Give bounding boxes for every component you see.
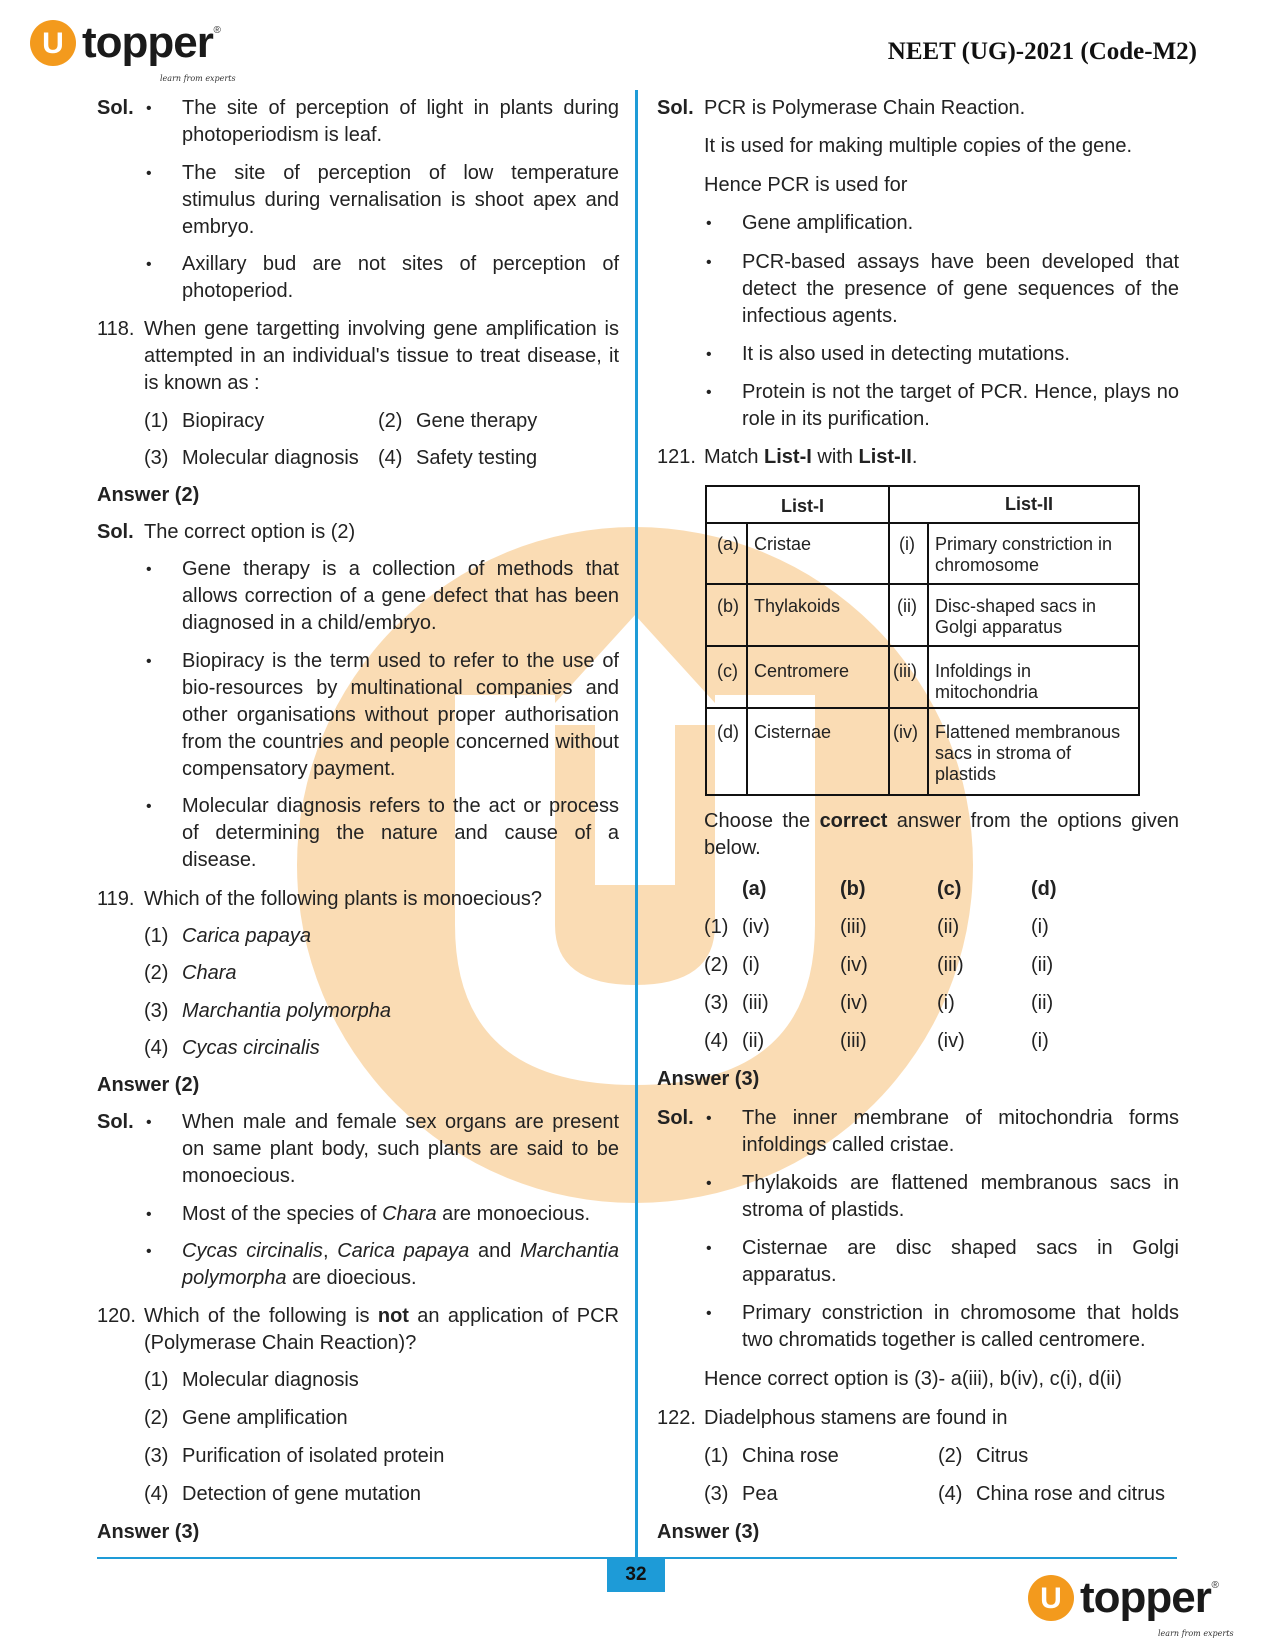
answer-label: Answer (2) (97, 484, 200, 506)
option-value[interactable]: (iv) (840, 954, 868, 976)
table-row-key: (c) (717, 661, 738, 681)
match-table (705, 485, 1140, 796)
table-cell-list-ii: Disc-shaped sacs in (935, 596, 1097, 616)
option-column-header: (d) (1031, 878, 1057, 900)
option-text[interactable]: Safety testing (416, 447, 538, 469)
sol-bullet: • Biopiracy is the term used to refer to the use of bio-resources by multinational companies and other organisations without proper authorisation from the countries and people concerned without compensatory payment. (182, 648, 619, 783)
table-cell-list-ii: plastids (935, 764, 997, 784)
sol-bullet: • The site of perception of low temperature stimulus during vernalisation is shoot apex and embryo. (182, 160, 619, 241)
question-number: 118. (97, 318, 135, 340)
option-number: (4) (144, 1037, 169, 1059)
question-text: Diadelphous stamens are found in (704, 1407, 1008, 1429)
option-text[interactable]: Molecular diagnosis (182, 447, 359, 469)
question-text: Match List-I with List-II. (704, 446, 918, 468)
option-value[interactable]: (i) (1031, 1030, 1049, 1052)
sol-label: Sol. (97, 521, 134, 543)
sol-text: The correct option is (2) (144, 521, 356, 543)
question-number: 119. (97, 888, 135, 910)
option-value[interactable]: (ii) (742, 1030, 765, 1052)
option-text[interactable]: Molecular diagnosis (182, 1369, 359, 1391)
option-number: (3) (144, 447, 169, 469)
table-row-key: (b) (717, 596, 739, 616)
option-number: (2) (144, 962, 169, 984)
option-value[interactable]: (ii) (1031, 954, 1054, 976)
option-column-header: (a) (742, 878, 767, 900)
sol-bullet: • The site of perception of light in plants during photoperiodism is leaf. (182, 95, 619, 149)
sol-conclusion: Hence correct option is (3)- a(iii), b(iv), c(i), d(ii) (704, 1368, 1122, 1390)
instruction-text: Choose the correct answer from the options given below. (704, 810, 1179, 859)
table-cell-list-i: Thylakoids (754, 596, 841, 616)
sol-bullet: • Thylakoids are flattened membranous sacs in stroma of plastids. (742, 1170, 1179, 1224)
option-text[interactable]: Chara (182, 962, 237, 984)
option-value[interactable]: (iii) (742, 992, 769, 1014)
question-number: 122. (657, 1407, 696, 1429)
sol-bullet: • Gene amplification. (742, 210, 913, 237)
option-column-header: (c) (937, 878, 962, 900)
table-row-key: (iii) (893, 661, 917, 681)
sol-bullet: • Molecular diagnosis refers to the act or process of determining the nature and cause of a disease. (182, 793, 619, 874)
option-value[interactable]: (iv) (742, 916, 770, 938)
sol-text: Hence PCR is used for (704, 174, 908, 196)
option-number: (4) (938, 1483, 963, 1505)
table-cell-list-ii: mitochondria (935, 682, 1039, 702)
option-text[interactable]: Detection of gene mutation (182, 1483, 422, 1505)
option-text[interactable]: Biopiracy (182, 410, 265, 432)
table-cell-list-ii: Flattened membranous (935, 722, 1121, 742)
table-cell-list-ii: Infoldings in (935, 661, 1032, 681)
sol-label: Sol. (97, 1111, 134, 1133)
logo-wordmark: topper (1080, 1573, 1211, 1622)
table-header-list-i: List-I (781, 496, 824, 516)
sol-bullet: • Axillary bud are not sites of perception of photoperiod. (182, 251, 619, 305)
table-cell-list-ii: Primary constriction in (935, 534, 1113, 554)
sol-text: PCR is Polymerase Chain Reaction. (704, 97, 1026, 119)
brand-logo-header[interactable] (30, 18, 236, 83)
option-value[interactable]: (iii) (840, 916, 867, 938)
answer-label: Answer (2) (97, 1074, 200, 1096)
table-cell-list-i: Cristae (754, 534, 812, 554)
sol-label: Sol. (657, 1107, 694, 1129)
table-cell-list-ii: chromosome (935, 555, 1040, 575)
sol-bullet: • Cisternae are disc shaped sacs in Golgi apparatus. (742, 1235, 1179, 1289)
option-value[interactable]: (iv) (840, 992, 868, 1014)
option-number: (3) (704, 992, 729, 1014)
table-row-key: (iv) (893, 722, 918, 742)
table-row-key: (a) (717, 534, 739, 554)
table-cell-list-ii: sacs in stroma of (935, 743, 1072, 763)
option-value[interactable]: (iii) (937, 954, 964, 976)
option-number: (2) (378, 410, 403, 432)
option-text[interactable]: Pea (742, 1483, 778, 1505)
option-value[interactable]: (iii) (840, 1030, 867, 1052)
table-cell-list-ii: Golgi apparatus (935, 617, 1063, 637)
answer-label: Answer (3) (657, 1068, 760, 1090)
option-text[interactable]: Marchantia polymorpha (182, 1000, 391, 1022)
option-value[interactable]: (ii) (1031, 992, 1054, 1014)
option-text[interactable]: Gene therapy (416, 410, 538, 432)
option-number: (4) (704, 1030, 729, 1052)
option-value[interactable]: (i) (742, 954, 760, 976)
logo-u-icon: U (1028, 1575, 1074, 1621)
table-row-key: (ii) (897, 596, 917, 616)
logo-registered-mark: ® (213, 25, 221, 36)
option-value[interactable]: (ii) (937, 916, 960, 938)
sol-bullet: • It is also used in detecting mutations. (742, 341, 1070, 368)
option-number: (2) (704, 954, 729, 976)
option-number: (1) (704, 916, 729, 938)
question-text: Which of the following plants is monoecious? (144, 888, 542, 910)
table-header-list-ii: List-II (1005, 494, 1053, 514)
option-number: (1) (704, 1445, 729, 1467)
sol-bullet: • PCR-based assays have been developed that detect the presence of gene sequences of the infectious agents. (742, 249, 1179, 330)
page-number: 32 (607, 1558, 665, 1592)
question-text: When gene targetting involving gene amplification is attempted in an individual's tissue to treat disease, it is known as : (144, 318, 619, 394)
sol-bullet: • Most of the species of Chara are monoecious. (182, 1201, 590, 1228)
sol-bullet: • Cycas circinalis, Carica papaya and Marchantia polymorpha are dioecious. (182, 1238, 619, 1292)
sol-bullet: • Gene therapy is a collection of methods that allows correction of a gene defect that has been diagnosed in a child/embryo. (182, 556, 619, 637)
option-number: (1) (144, 925, 169, 947)
logo-tagline: learn from experts (160, 74, 236, 83)
sol-bullet: • When male and female sex organs are present on same plant body, such plants are said to be monoecious. (182, 1109, 619, 1190)
sol-bullet: • Protein is not the target of PCR. Hence, plays no role in its purification. (742, 379, 1179, 433)
option-text[interactable]: Purification of isolated protein (182, 1445, 445, 1467)
sol-label: Sol. (657, 97, 694, 119)
sol-label: Sol. (97, 97, 134, 119)
table-cell-list-i: Centromere (754, 661, 850, 681)
logo-wordmark: topper (82, 18, 213, 67)
option-number: (2) (938, 1445, 963, 1467)
option-value[interactable]: (i) (1031, 916, 1049, 938)
option-value[interactable]: (iv) (937, 1030, 965, 1052)
option-text[interactable]: Citrus (976, 1445, 1029, 1467)
option-number: (2) (144, 1407, 169, 1429)
option-text[interactable]: Cycas circinalis (182, 1037, 320, 1059)
option-number: (3) (144, 1445, 169, 1467)
column-divider (635, 90, 638, 1560)
answer-label: Answer (3) (657, 1521, 760, 1543)
answer-label: Answer (3) (97, 1521, 200, 1543)
option-number: (4) (378, 447, 403, 469)
option-text[interactable]: China rose (742, 1445, 839, 1467)
option-text[interactable]: China rose and citrus (976, 1483, 1165, 1505)
option-text[interactable]: Gene amplification (182, 1407, 348, 1429)
question-number: 121. (657, 446, 696, 468)
table-row-key: (d) (717, 722, 739, 742)
question-text: Which of the following is not an application of PCR (Polymerase Chain Reaction)? (144, 1305, 619, 1354)
logo-u-icon: U (30, 20, 76, 66)
option-number: (1) (144, 1369, 169, 1391)
option-number: (1) (144, 410, 169, 432)
sol-bullet: • The inner membrane of mitochondria forms infoldings called cristae. (742, 1105, 1179, 1159)
option-text[interactable]: Carica papaya (182, 925, 311, 947)
table-cell-list-i: Cisternae (754, 722, 832, 742)
option-number: (4) (144, 1483, 169, 1505)
logo-registered-mark: ® (1211, 1580, 1219, 1591)
option-number: (3) (704, 1483, 729, 1505)
table-row-key: (i) (899, 534, 915, 554)
option-value[interactable]: (i) (937, 992, 955, 1014)
exam-title: NEET (UG)-2021 (Code-M2) (887, 38, 1197, 65)
option-column-header: (b) (840, 878, 866, 900)
sol-bullet: • Primary constriction in chromosome that holds two chromatids together is called centromere. (742, 1300, 1179, 1354)
logo-tagline: learn from experts (1158, 1629, 1234, 1638)
sol-text: It is used for making multiple copies of the gene. (704, 135, 1133, 157)
brand-logo-footer[interactable] (1028, 1573, 1234, 1638)
option-number: (3) (144, 1000, 169, 1022)
question-number: 120. (97, 1305, 136, 1327)
